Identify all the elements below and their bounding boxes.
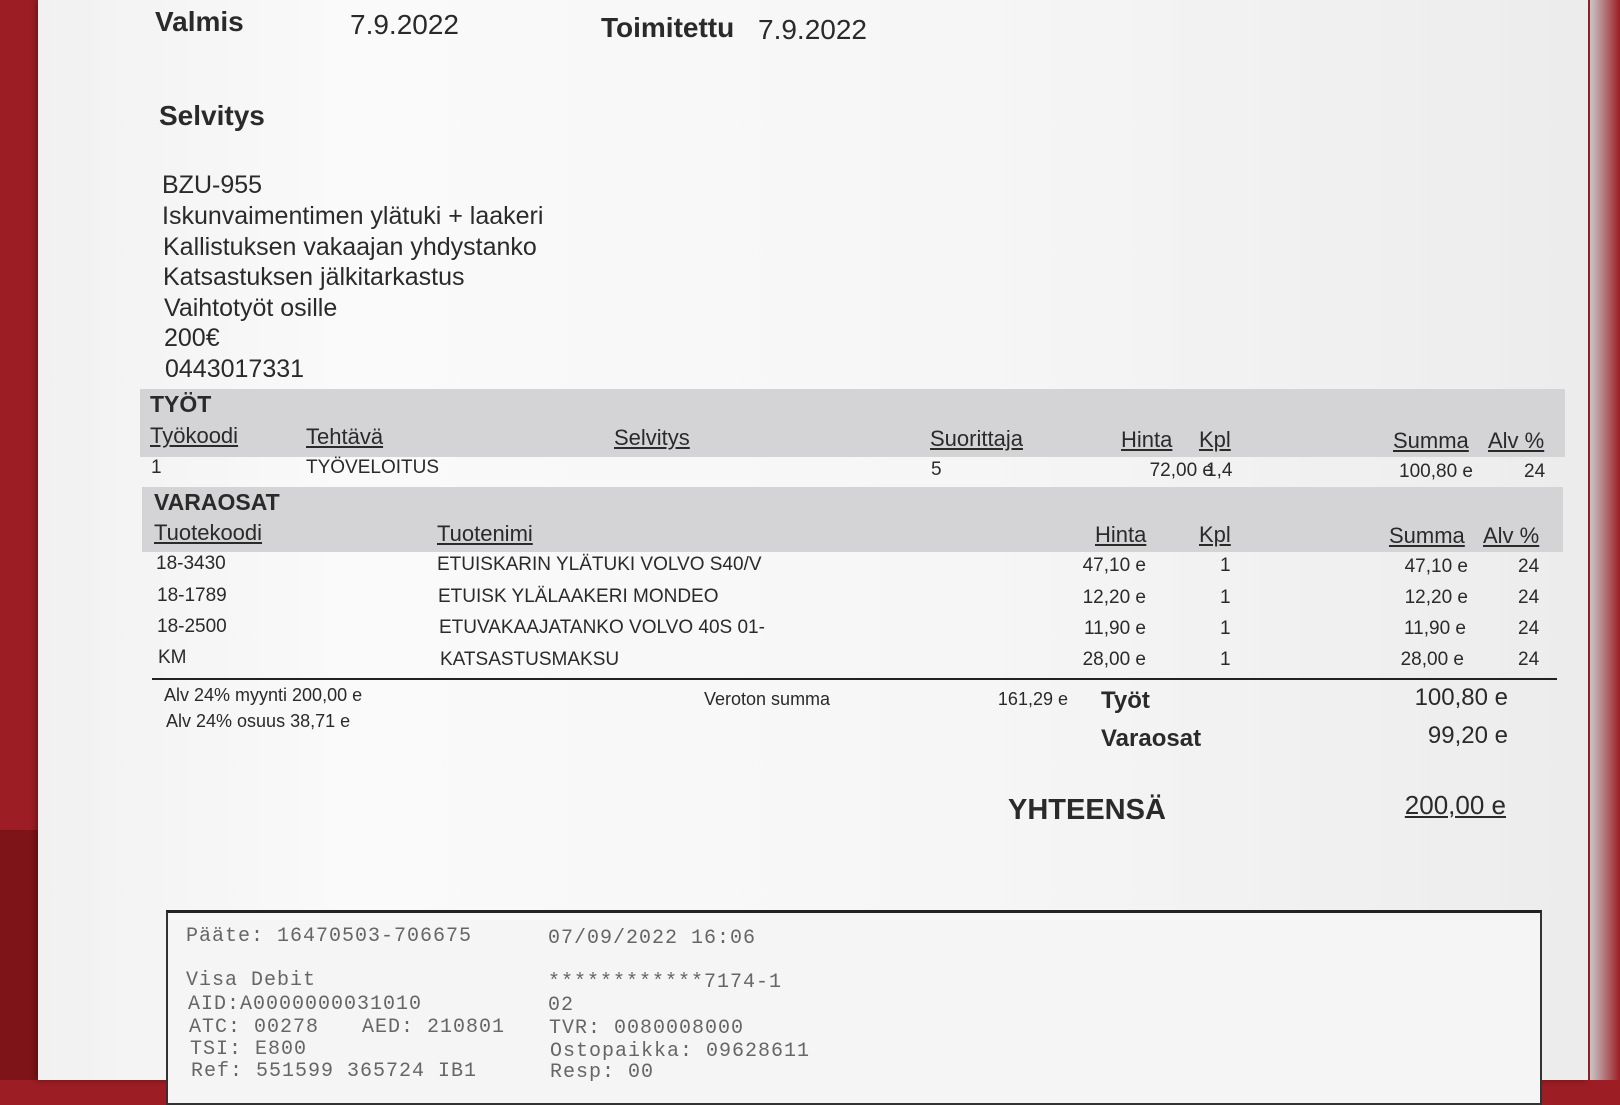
varaosat-cell-kpl: 1 xyxy=(1220,555,1231,576)
varaosat-cell-hinta: 11,90 e xyxy=(1084,618,1146,639)
tyot-title: TYÖT xyxy=(150,391,212,417)
valmis-date: 7.9.2022 xyxy=(350,9,459,40)
tyot-col-kpl: Kpl xyxy=(1199,427,1231,452)
alv-osuus: Alv 24% osuus 38,71 e xyxy=(166,711,351,731)
receipt-card-number: ************7174-1 xyxy=(548,971,783,994)
varaosat-cell-name: ETUISKARIN YLÄTUKI VOLVO S40/V xyxy=(437,554,762,575)
varaosat-col-kpl: Kpl xyxy=(1199,522,1231,547)
tyot-cell-summa: 100,80 e xyxy=(1399,461,1473,482)
toimitettu-label: Toimitettu xyxy=(601,12,735,43)
tyot-total-label: Työt xyxy=(1101,687,1150,714)
selvitys-line: BZU-955 xyxy=(162,171,263,199)
selvitys-line: 200€ xyxy=(164,324,220,352)
tyot-col-selvitys: Selvitys xyxy=(614,425,690,450)
varaosat-cell-alv: 24 xyxy=(1518,587,1540,608)
varaosat-cell-kpl: 1 xyxy=(1220,618,1231,639)
tyot-col-tehtava: Tehtävä xyxy=(306,424,384,449)
tyot-col-suorittaja: Suorittaja xyxy=(930,426,1023,451)
varaosat-cell-kpl: 1 xyxy=(1220,649,1231,670)
varaosat-cell-summa: 12,20 e xyxy=(1404,587,1468,608)
varaosat-cell-name: ETUISK YLÄLAAKERI MONDEO xyxy=(438,586,719,607)
receipt-aed: AED: 210801 xyxy=(362,1016,506,1039)
receipt-resp: Resp: 00 xyxy=(550,1061,655,1084)
varaosat-cell-name: ETUVAKAAJATANKO VOLVO 40S 01- xyxy=(439,617,765,638)
receipt-tsi: TSI: E800 xyxy=(190,1038,308,1061)
varaosat-cell-code: 18-2500 xyxy=(157,616,227,637)
varaosat-cell-summa: 11,90 e xyxy=(1404,618,1466,639)
varaosat-total-label: Varaosat xyxy=(1101,725,1202,752)
tyot-cell-task: TYÖVELOITUS xyxy=(306,457,440,478)
receipt-tvr: TVR: 0080008000 xyxy=(549,1017,745,1040)
varaosat-cell-code: KM xyxy=(158,647,187,668)
receipt-aid-right: 02 xyxy=(548,994,575,1017)
tyot-cell-hinta: 72,00 e xyxy=(1149,460,1213,481)
totals-divider xyxy=(152,678,1557,680)
varaosat-col-hinta: Hinta xyxy=(1095,522,1147,547)
yhteensa-value: 200,00 e xyxy=(1404,790,1506,820)
varaosat-cell-hinta: 12,20 e xyxy=(1082,587,1146,608)
tyot-cell-kpl: 1,4 xyxy=(1206,460,1233,481)
tyot-col-tyokoodi: Työkoodi xyxy=(150,423,239,448)
veroton-label: Veroton summa xyxy=(704,689,831,709)
tyot-cell-code: 1 xyxy=(151,457,162,478)
tyot-total-value: 100,80 e xyxy=(1414,684,1508,711)
varaosat-cell-alv: 24 xyxy=(1518,649,1540,670)
background-right xyxy=(1590,0,1620,1080)
varaosat-cell-summa: 47,10 e xyxy=(1404,556,1468,577)
varaosat-cell-alv: 24 xyxy=(1518,556,1540,577)
tyot-col-alv: Alv % xyxy=(1488,428,1545,453)
varaosat-col-tuotenimi: Tuotenimi xyxy=(437,521,533,546)
receipt-ostopaikka: Ostopaikka: 09628611 xyxy=(550,1040,811,1063)
yhteensa-label: YHTEENSÄ xyxy=(1008,794,1166,826)
receipt-paate: Pääte: 16470503-706675 xyxy=(186,925,473,948)
invoice-paper xyxy=(38,0,1588,1084)
receipt-ref: Ref: 551599 365724 IB1 xyxy=(191,1060,478,1083)
varaosat-col-summa: Summa xyxy=(1389,523,1465,548)
receipt-card-type: Visa Debit xyxy=(186,969,317,992)
selvitys-line: Kallistuksen vakaajan yhdystanko xyxy=(163,233,537,261)
alv-myynti: Alv 24% myynti 200,00 e xyxy=(164,685,363,705)
tyot-cell-suorittaja: 5 xyxy=(931,459,942,480)
varaosat-col-alv: Alv % xyxy=(1483,523,1540,548)
receipt-datetime: 07/09/2022 16:06 xyxy=(548,927,757,950)
selvitys-title: Selvitys xyxy=(159,100,265,131)
varaosat-cell-kpl: 1 xyxy=(1220,587,1231,608)
tyot-col-summa: Summa xyxy=(1393,428,1469,453)
varaosat-cell-name: KATSASTUSMAKSU xyxy=(440,649,620,670)
varaosat-cell-code: 18-3430 xyxy=(156,553,226,574)
varaosat-cell-hinta: 28,00 e xyxy=(1082,649,1146,670)
selvitys-line: Katsastuksen jälkitarkastus xyxy=(163,263,465,291)
receipt-atc: ATC: 00278 xyxy=(189,1016,320,1039)
varaosat-cell-alv: 24 xyxy=(1518,618,1540,639)
varaosat-header-band xyxy=(142,487,1563,552)
varaosat-cell-hinta: 47,10 e xyxy=(1082,555,1146,576)
varaosat-cell-code: 18-1789 xyxy=(157,585,227,606)
selvitys-line: Iskunvaimentimen ylätuki + laakeri xyxy=(162,202,544,230)
tyot-col-hinta: Hinta xyxy=(1121,427,1173,452)
varaosat-cell-summa: 28,00 e xyxy=(1400,649,1464,670)
varaosat-col-tuotekoodi: Tuotekoodi xyxy=(154,520,263,545)
veroton-value: 161,29 e xyxy=(997,689,1068,709)
receipt-aid: AID:A0000000031010 xyxy=(188,993,423,1016)
varaosat-title: VARAOSAT xyxy=(154,489,280,515)
toimitettu-date: 7.9.2022 xyxy=(758,14,867,45)
varaosat-total-value: 99,20 e xyxy=(1427,722,1508,749)
card-receipt xyxy=(166,910,1542,1105)
selvitys-line: 0443017331 xyxy=(165,355,305,383)
valmis-label: Valmis xyxy=(155,6,244,37)
tyot-cell-alv: 24 xyxy=(1524,461,1546,482)
selvitys-line: Vaihtotyöt osille xyxy=(164,294,338,322)
